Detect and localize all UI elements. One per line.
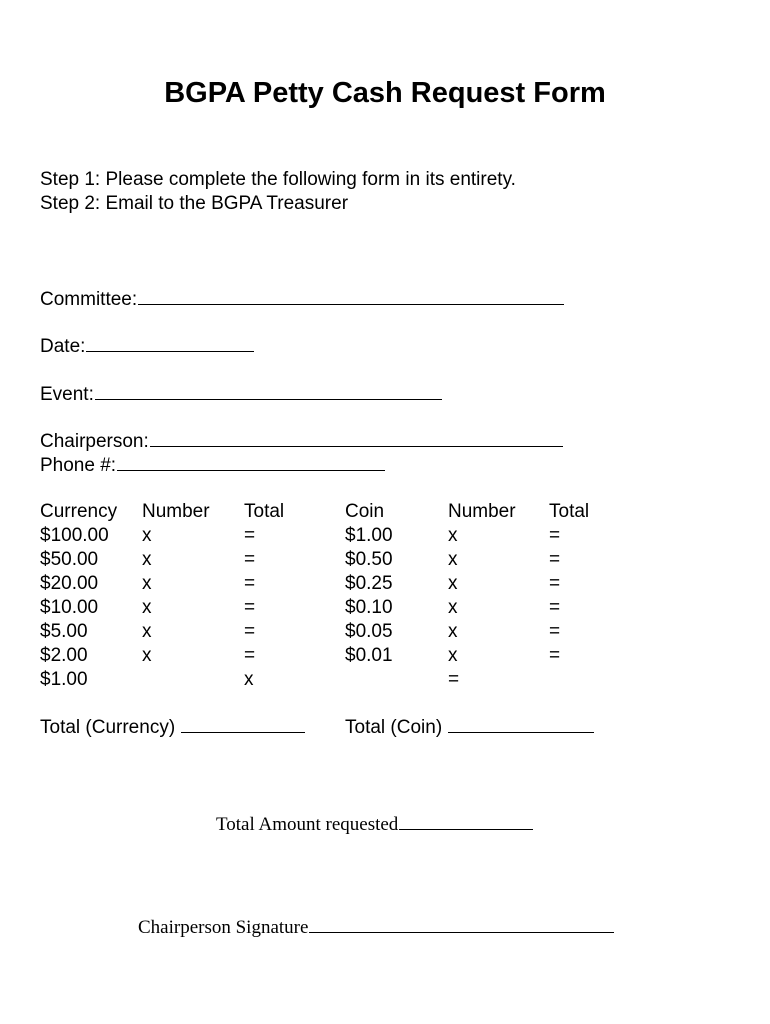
coin-equals-sign: = [549,525,561,546]
currency-equals-sign: = [244,645,256,666]
coin-times-sign: x [448,525,458,546]
date-blank[interactable] [86,334,254,352]
currency-denomination: $20.00 [40,573,99,594]
currency-times-sign: x [142,621,152,642]
currency-times-sign: x [142,525,152,546]
coin-equals-sign: = [549,549,561,570]
instruction-step-2: Step 2: Email to the BGPA Treasurer [40,193,349,214]
committee-blank[interactable] [138,287,564,305]
date-field[interactable] [40,334,254,359]
phone-field[interactable] [40,453,385,478]
coin-equals-sign: = [549,597,561,618]
total-amount-blank[interactable] [399,812,533,830]
currency-equals-sign: = [244,525,256,546]
coin-times-sign: x [448,549,458,570]
currency-equals-sign: = [244,621,256,642]
currency-equals-sign: = [244,573,256,594]
total-amount-field[interactable] [216,812,533,836]
currency-times-sign: x [142,597,152,618]
coin-times-sign: = [448,669,460,690]
currency-times-sign: x [142,573,152,594]
header-coin: Coin [345,501,385,522]
event-label: Event: [40,384,94,405]
chairperson-blank[interactable] [150,429,563,447]
total-coin-blank[interactable] [448,715,594,733]
currency-denomination: $2.00 [40,645,88,666]
coin-equals-sign: = [549,621,561,642]
coin-times-sign: x [448,597,458,618]
header-coin-total: Total [549,501,590,522]
chairperson-label: Chairperson: [40,431,149,452]
currency-denomination: $100.00 [40,525,109,546]
total-currency-field[interactable] [40,715,305,740]
total-coin-label: Total (Coin) [345,717,443,738]
currency-denomination: $1.00 [40,669,88,690]
signature-field[interactable] [138,915,614,939]
signature-blank[interactable] [309,915,614,933]
event-field[interactable] [40,382,442,407]
total-currency-blank[interactable] [181,715,305,733]
coin-times-sign: x [448,573,458,594]
header-currency-number: Number [142,501,210,522]
currency-equals-sign: = [244,549,256,570]
committee-field[interactable] [40,287,564,312]
header-coin-number: Number [448,501,516,522]
total-currency-label: Total (Currency) [40,717,176,738]
coin-times-sign: x [448,621,458,642]
coin-denomination: $0.05 [345,621,393,642]
currency-times-sign: x [142,645,152,666]
currency-denomination: $10.00 [40,597,99,618]
coin-denomination: $0.50 [345,549,393,570]
coin-denomination: $0.10 [345,597,393,618]
total-amount-label: Total Amount requested [216,814,399,835]
event-blank[interactable] [95,382,442,400]
date-label: Date: [40,336,86,357]
coin-equals-sign: = [549,573,561,594]
instruction-step-1: Step 1: Please complete the following form in its entirety. [40,169,516,190]
coin-equals-sign: = [549,645,561,666]
phone-label: Phone #: [40,455,117,476]
currency-times-sign: x [142,549,152,570]
phone-blank[interactable] [117,453,385,471]
committee-label: Committee: [40,289,138,310]
currency-denomination: $50.00 [40,549,99,570]
coin-denomination: $0.01 [345,645,393,666]
header-currency-total: Total [244,501,285,522]
currency-equals-sign: x [244,669,254,690]
coin-denomination: $1.00 [345,525,393,546]
header-currency: Currency [40,501,118,522]
coin-times-sign: x [448,645,458,666]
currency-equals-sign: = [244,597,256,618]
chairperson-field[interactable] [40,429,563,454]
coin-denomination: $0.25 [345,573,393,594]
signature-label: Chairperson Signature [138,917,309,938]
total-coin-field[interactable] [345,715,594,740]
currency-denomination: $5.00 [40,621,88,642]
form-title: BGPA Petty Cash Request Form [164,77,606,109]
